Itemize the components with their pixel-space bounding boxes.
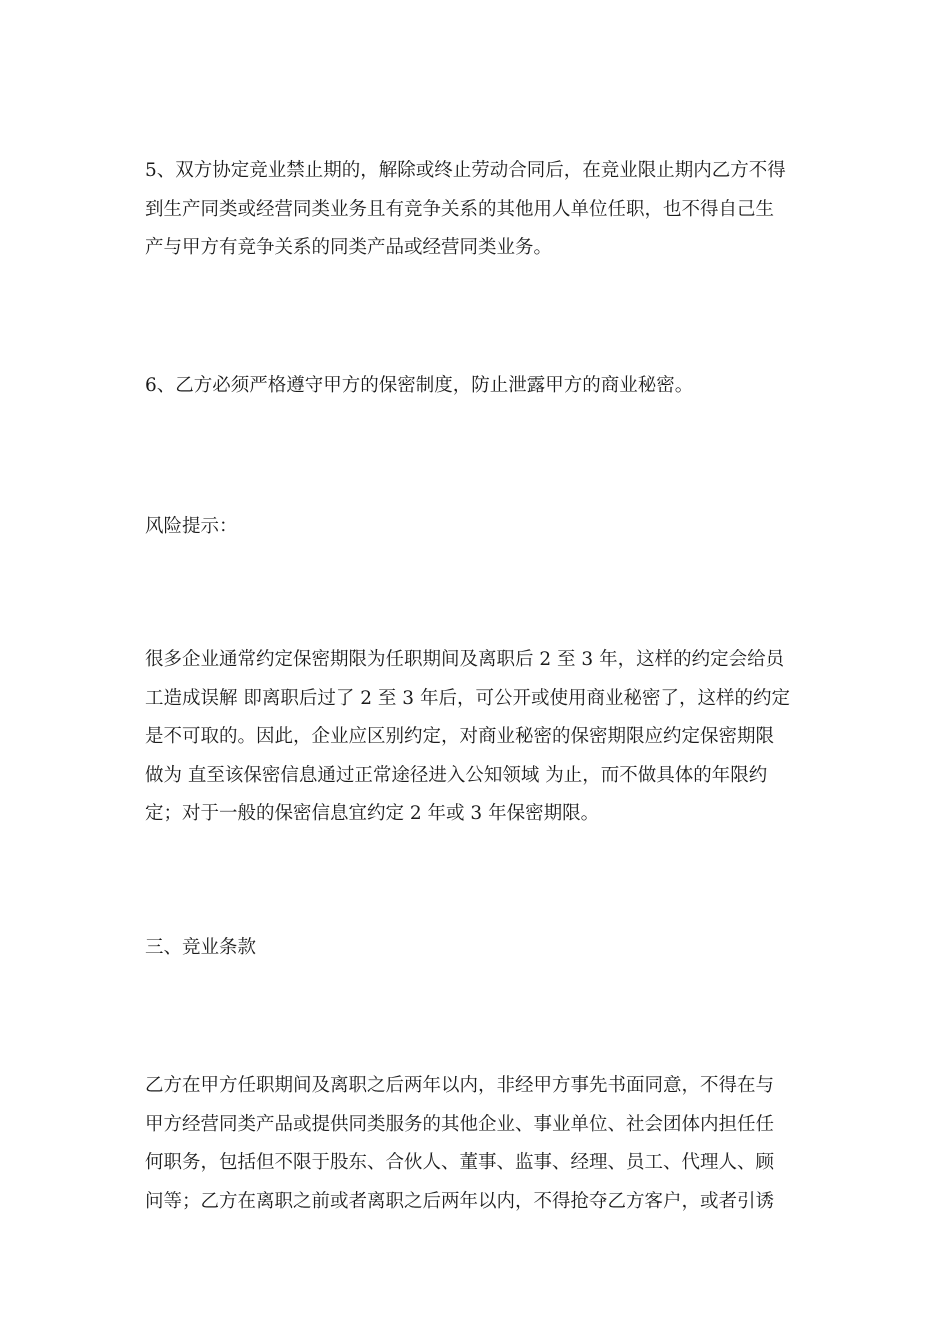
text-line: 6、乙方必须严格遵守甲方的保密制度，防止泄露甲方的商业秘密。: [145, 375, 694, 396]
risk-notice-heading: [145, 508, 815, 547]
text-line: 做为 直至该保密信息通过正常途径进入公知领域 为止，而不做具体的年限约: [145, 764, 768, 786]
text-line: 风险提示：: [145, 516, 238, 537]
paragraph-clause-6: [145, 367, 815, 406]
text-line: 产与甲方有竞争关系的同类产品或经营同类业务。: [145, 237, 553, 258]
text-line: 定；对于一般的保密信息宜约定 2 年或 3 年保密期限。: [145, 803, 600, 824]
paragraph-non-compete-clause: [145, 1067, 815, 1221]
text-line: 问等；乙方在离职之前或者离职之后两年以内，不得抢夺乙方客户，或者引诱: [145, 1190, 775, 1212]
text-line: 是不可取的。因此，企业应区别约定，对商业秘密的保密期限应约定保密期限: [145, 726, 775, 747]
text-line: 工造成误解 即离职后过了 2 至 3 年后，可公开或使用商业秘密了，这样的约定: [145, 687, 790, 709]
text-line: 甲方经营同类产品或提供同类服务的其他企业、事业单位、社会团体内担任任: [145, 1113, 775, 1135]
text-line: 5、双方协定竞业禁止期的，解除或终止劳动合同后，在竞业限止期内乙方不得: [145, 160, 786, 181]
text-line: 何职务，包括但不限于股东、合伙人、董事、监事、经理、员工、代理人、顾: [145, 1152, 775, 1173]
text-line: 乙方在甲方任职期间及离职之后两年以内，非经甲方事先书面同意，不得在与: [145, 1075, 775, 1096]
text-line: 三、竞业条款: [145, 937, 257, 958]
section-heading-non-compete: [145, 929, 815, 968]
text-line: 很多企业通常约定保密期限为任职期间及离职后 2 至 3 年，这样的约定会给员: [145, 649, 785, 670]
paragraph-clause-5: [145, 152, 815, 268]
text-line: 到生产同类或经营同类业务且有竞争关系的其他用人单位任职，也不得自己生: [145, 198, 775, 220]
paragraph-risk-notice: [145, 641, 815, 834]
